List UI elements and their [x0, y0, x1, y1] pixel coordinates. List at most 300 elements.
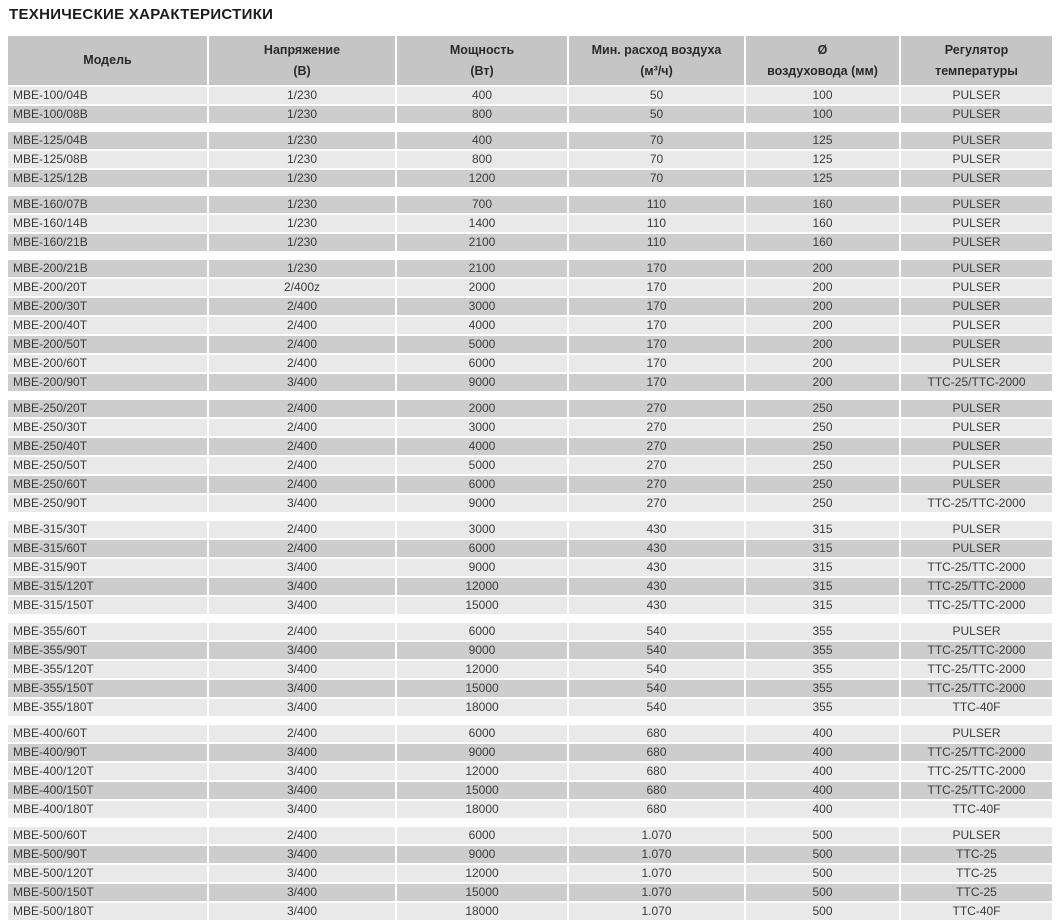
cell-regulator: TTC-25/TTC-2000 — [901, 597, 1052, 614]
table-row — [8, 782, 1052, 799]
cell-airflow: 1.070 — [569, 827, 744, 844]
table-row — [8, 680, 1052, 697]
cell-airflow: 110 — [569, 234, 744, 251]
cell-diameter: 200 — [746, 279, 899, 296]
cell-regulator: TTC-25/TTC-2000 — [901, 782, 1052, 799]
cell-diameter: 200 — [746, 374, 899, 391]
cell-airflow: 110 — [569, 196, 744, 213]
cell-regulator: TTC-25/TTC-2000 — [901, 495, 1052, 512]
table-body — [8, 87, 1052, 920]
cell-model: MBE-355/150T — [8, 680, 207, 697]
col-header-model — [8, 36, 207, 85]
cell-regulator: PULSER — [901, 400, 1052, 417]
cell-regulator: TTC-25/TTC-2000 — [901, 559, 1052, 576]
row-group — [8, 196, 1052, 251]
cell-diameter: 250 — [746, 400, 899, 417]
table-row — [8, 801, 1052, 818]
table-row — [8, 744, 1052, 761]
cell-airflow: 70 — [569, 151, 744, 168]
table-row — [8, 260, 1052, 277]
cell-voltage: 3/400 — [209, 661, 395, 678]
cell-voltage: 1/230 — [209, 106, 395, 123]
cell-voltage: 3/400 — [209, 597, 395, 614]
cell-diameter: 250 — [746, 495, 899, 512]
cell-power: 9000 — [397, 495, 567, 512]
cell-regulator: PULSER — [901, 355, 1052, 372]
cell-diameter: 125 — [746, 151, 899, 168]
page-title: ТЕХНИЧЕСКИЕ ХАРАКТЕРИСТИКИ — [9, 6, 274, 23]
cell-power: 800 — [397, 151, 567, 168]
table-row — [8, 476, 1052, 493]
cell-model: MBE-400/180T — [8, 801, 207, 818]
cell-model: MBE-355/180T — [8, 699, 207, 716]
cell-diameter: 200 — [746, 260, 899, 277]
cell-airflow: 540 — [569, 699, 744, 716]
cell-model: MBE-250/20T — [8, 400, 207, 417]
cell-airflow: 430 — [569, 559, 744, 576]
table-row — [8, 540, 1052, 557]
cell-voltage: 3/400 — [209, 846, 395, 863]
cell-voltage: 3/400 — [209, 559, 395, 576]
cell-regulator: PULSER — [901, 151, 1052, 168]
cell-airflow: 270 — [569, 476, 744, 493]
cell-airflow: 170 — [569, 336, 744, 353]
cell-voltage: 1/230 — [209, 196, 395, 213]
table-row — [8, 400, 1052, 417]
cell-regulator: TTC-25 — [901, 865, 1052, 882]
cell-power: 6000 — [397, 355, 567, 372]
cell-diameter: 400 — [746, 801, 899, 818]
cell-regulator: TTC-25/TTC-2000 — [901, 642, 1052, 659]
cell-voltage: 3/400 — [209, 374, 395, 391]
cell-airflow: 1.070 — [569, 884, 744, 901]
table-row — [8, 725, 1052, 742]
cell-power: 18000 — [397, 903, 567, 920]
row-group — [8, 87, 1052, 123]
row-group — [8, 260, 1052, 391]
cell-voltage: 3/400 — [209, 680, 395, 697]
cell-airflow: 430 — [569, 540, 744, 557]
cell-power: 3000 — [397, 521, 567, 538]
cell-regulator: PULSER — [901, 234, 1052, 251]
cell-voltage: 3/400 — [209, 642, 395, 659]
cell-airflow: 540 — [569, 642, 744, 659]
table-row — [8, 419, 1052, 436]
cell-power: 5000 — [397, 457, 567, 474]
cell-airflow: 270 — [569, 438, 744, 455]
col-header-voltage-line2: (В) — [293, 63, 311, 78]
table-row — [8, 763, 1052, 780]
cell-power: 6000 — [397, 476, 567, 493]
cell-power: 3000 — [397, 298, 567, 315]
cell-diameter: 315 — [746, 540, 899, 557]
cell-power: 6000 — [397, 623, 567, 640]
cell-power: 9000 — [397, 559, 567, 576]
col-header-power-line1: Мощность — [449, 42, 515, 57]
cell-airflow: 170 — [569, 317, 744, 334]
cell-airflow: 170 — [569, 260, 744, 277]
cell-power: 9000 — [397, 374, 567, 391]
cell-voltage: 3/400 — [209, 782, 395, 799]
cell-regulator: PULSER — [901, 623, 1052, 640]
cell-regulator: PULSER — [901, 298, 1052, 315]
cell-diameter: 355 — [746, 623, 899, 640]
cell-regulator: TTC-25 — [901, 884, 1052, 901]
cell-regulator: TTC-25/TTC-2000 — [901, 680, 1052, 697]
cell-model: MBE-500/120T — [8, 865, 207, 882]
table-row — [8, 642, 1052, 659]
cell-airflow: 430 — [569, 521, 744, 538]
cell-airflow: 540 — [569, 623, 744, 640]
table-row — [8, 279, 1052, 296]
cell-diameter: 400 — [746, 763, 899, 780]
table-row — [8, 106, 1052, 123]
cell-power: 9000 — [397, 642, 567, 659]
cell-model: MBE-500/180T — [8, 903, 207, 920]
table-row — [8, 495, 1052, 512]
cell-power: 12000 — [397, 578, 567, 595]
row-group — [8, 521, 1052, 614]
cell-power: 15000 — [397, 884, 567, 901]
table-row — [8, 355, 1052, 372]
cell-airflow: 50 — [569, 87, 744, 104]
cell-voltage: 2/400 — [209, 540, 395, 557]
cell-power: 9000 — [397, 846, 567, 863]
cell-diameter: 250 — [746, 438, 899, 455]
cell-diameter: 355 — [746, 642, 899, 659]
cell-power: 400 — [397, 87, 567, 104]
cell-regulator: PULSER — [901, 521, 1052, 538]
cell-voltage: 1/230 — [209, 132, 395, 149]
col-header-diameter — [746, 36, 899, 85]
cell-diameter: 500 — [746, 827, 899, 844]
cell-model: MBE-125/04B — [8, 132, 207, 149]
cell-regulator: TTC-40F — [901, 801, 1052, 818]
cell-diameter: 250 — [746, 476, 899, 493]
cell-model: MBE-100/04B — [8, 87, 207, 104]
cell-airflow: 170 — [569, 374, 744, 391]
cell-model: MBE-250/30T — [8, 419, 207, 436]
cell-power: 5000 — [397, 336, 567, 353]
cell-voltage: 2/400 — [209, 725, 395, 742]
cell-model: MBE-200/90T — [8, 374, 207, 391]
table-row — [8, 374, 1052, 391]
table-row — [8, 170, 1052, 187]
cell-regulator: PULSER — [901, 106, 1052, 123]
cell-airflow: 170 — [569, 298, 744, 315]
col-header-diameter-line2: воздуховода (мм) — [767, 63, 878, 78]
cell-model: MBE-125/08B — [8, 151, 207, 168]
table-row — [8, 438, 1052, 455]
col-header-airflow-line1: Мин. расход воздуха — [591, 42, 722, 57]
col-header-voltage-line1: Напряжение — [263, 42, 341, 57]
cell-airflow: 1.070 — [569, 846, 744, 863]
cell-diameter: 500 — [746, 865, 899, 882]
cell-model: MBE-160/21B — [8, 234, 207, 251]
cell-diameter: 400 — [746, 782, 899, 799]
cell-regulator: PULSER — [901, 336, 1052, 353]
cell-power: 2000 — [397, 400, 567, 417]
cell-power: 12000 — [397, 865, 567, 882]
table-row — [8, 865, 1052, 882]
cell-power: 4000 — [397, 317, 567, 334]
table-row — [8, 578, 1052, 595]
cell-voltage: 3/400 — [209, 744, 395, 761]
cell-model: MBE-125/12B — [8, 170, 207, 187]
cell-voltage: 2/400 — [209, 419, 395, 436]
table-header-row — [8, 36, 1052, 85]
cell-voltage: 2/400 — [209, 521, 395, 538]
cell-diameter: 500 — [746, 846, 899, 863]
cell-model: MBE-355/60T — [8, 623, 207, 640]
cell-regulator: PULSER — [901, 196, 1052, 213]
cell-power: 1200 — [397, 170, 567, 187]
cell-model: MBE-250/60T — [8, 476, 207, 493]
row-group — [8, 827, 1052, 920]
cell-diameter: 160 — [746, 196, 899, 213]
cell-model: MBE-315/90T — [8, 559, 207, 576]
col-header-model-line1: Модель — [83, 53, 132, 67]
cell-regulator: PULSER — [901, 419, 1052, 436]
table-row — [8, 661, 1052, 678]
cell-model: MBE-500/90T — [8, 846, 207, 863]
cell-voltage: 2/400 — [209, 317, 395, 334]
row-group — [8, 623, 1052, 716]
cell-diameter: 100 — [746, 106, 899, 123]
cell-voltage: 2/400 — [209, 438, 395, 455]
cell-model: MBE-400/60T — [8, 725, 207, 742]
table-row — [8, 846, 1052, 863]
col-header-power-line2: (Вт) — [470, 63, 494, 78]
cell-model: MBE-500/150T — [8, 884, 207, 901]
cell-diameter: 160 — [746, 215, 899, 232]
cell-power: 15000 — [397, 782, 567, 799]
cell-voltage: 3/400 — [209, 865, 395, 882]
cell-regulator: TTC-25 — [901, 846, 1052, 863]
cell-regulator: PULSER — [901, 827, 1052, 844]
cell-airflow: 170 — [569, 279, 744, 296]
cell-regulator: TTC-40F — [901, 903, 1052, 920]
cell-power: 3000 — [397, 419, 567, 436]
cell-airflow: 680 — [569, 782, 744, 799]
cell-model: MBE-315/120T — [8, 578, 207, 595]
cell-diameter: 315 — [746, 578, 899, 595]
cell-voltage: 3/400 — [209, 495, 395, 512]
cell-regulator: PULSER — [901, 540, 1052, 557]
table-row — [8, 623, 1052, 640]
table-row — [8, 132, 1052, 149]
cell-model: MBE-100/08B — [8, 106, 207, 123]
cell-diameter: 125 — [746, 170, 899, 187]
cell-model: MBE-160/14B — [8, 215, 207, 232]
cell-diameter: 400 — [746, 725, 899, 742]
cell-voltage: 3/400 — [209, 699, 395, 716]
cell-model: MBE-500/60T — [8, 827, 207, 844]
cell-regulator: TTC-25/TTC-2000 — [901, 661, 1052, 678]
table-row — [8, 559, 1052, 576]
cell-regulator: PULSER — [901, 132, 1052, 149]
cell-power: 6000 — [397, 827, 567, 844]
cell-voltage: 3/400 — [209, 884, 395, 901]
table-row — [8, 336, 1052, 353]
cell-regulator: PULSER — [901, 476, 1052, 493]
cell-airflow: 680 — [569, 725, 744, 742]
col-header-voltage — [209, 36, 395, 85]
cell-diameter: 355 — [746, 661, 899, 678]
cell-voltage: 3/400 — [209, 903, 395, 920]
cell-voltage: 1/230 — [209, 170, 395, 187]
cell-diameter: 500 — [746, 903, 899, 920]
cell-voltage: 3/400 — [209, 578, 395, 595]
cell-diameter: 125 — [746, 132, 899, 149]
table-row — [8, 457, 1052, 474]
cell-power: 18000 — [397, 699, 567, 716]
cell-model: MBE-250/40T — [8, 438, 207, 455]
col-header-airflow — [569, 36, 744, 85]
specs-table — [8, 36, 1052, 920]
row-group — [8, 400, 1052, 512]
table-row — [8, 884, 1052, 901]
cell-voltage: 1/230 — [209, 260, 395, 277]
cell-airflow: 170 — [569, 355, 744, 372]
cell-power: 4000 — [397, 438, 567, 455]
cell-voltage: 1/230 — [209, 87, 395, 104]
cell-power: 18000 — [397, 801, 567, 818]
cell-airflow: 1.070 — [569, 903, 744, 920]
col-header-regulator-line1: Регулятор — [944, 42, 1009, 57]
cell-voltage: 2/400 — [209, 457, 395, 474]
cell-regulator: TTC-40F — [901, 699, 1052, 716]
cell-airflow: 680 — [569, 763, 744, 780]
cell-diameter: 355 — [746, 680, 899, 697]
cell-diameter: 315 — [746, 521, 899, 538]
cell-airflow: 680 — [569, 744, 744, 761]
cell-diameter: 355 — [746, 699, 899, 716]
cell-regulator: TTC-25/TTC-2000 — [901, 578, 1052, 595]
cell-model: MBE-200/40T — [8, 317, 207, 334]
cell-model: MBE-315/60T — [8, 540, 207, 557]
cell-model: MBE-250/90T — [8, 495, 207, 512]
cell-voltage: 2/400 — [209, 298, 395, 315]
table-row — [8, 699, 1052, 716]
cell-power: 700 — [397, 196, 567, 213]
cell-regulator: PULSER — [901, 457, 1052, 474]
cell-regulator: PULSER — [901, 438, 1052, 455]
cell-regulator: TTC-25/TTC-2000 — [901, 374, 1052, 391]
cell-diameter: 500 — [746, 884, 899, 901]
cell-power: 9000 — [397, 744, 567, 761]
col-header-regulator-line2: температуры — [935, 63, 1018, 78]
cell-power: 2100 — [397, 260, 567, 277]
cell-airflow: 540 — [569, 661, 744, 678]
cell-regulator: PULSER — [901, 170, 1052, 187]
cell-airflow: 680 — [569, 801, 744, 818]
cell-power: 6000 — [397, 725, 567, 742]
cell-diameter: 250 — [746, 457, 899, 474]
cell-power: 15000 — [397, 680, 567, 697]
cell-airflow: 70 — [569, 132, 744, 149]
cell-diameter: 100 — [746, 87, 899, 104]
cell-regulator: TTC-25/TTC-2000 — [901, 763, 1052, 780]
table-row — [8, 87, 1052, 104]
cell-voltage: 1/230 — [209, 215, 395, 232]
cell-diameter: 200 — [746, 355, 899, 372]
cell-regulator: PULSER — [901, 260, 1052, 277]
table-row — [8, 298, 1052, 315]
cell-voltage: 3/400 — [209, 763, 395, 780]
cell-regulator: TTC-25/TTC-2000 — [901, 744, 1052, 761]
table-row — [8, 317, 1052, 334]
cell-power: 2100 — [397, 234, 567, 251]
cell-voltage: 1/230 — [209, 151, 395, 168]
cell-airflow: 270 — [569, 457, 744, 474]
table-row — [8, 903, 1052, 920]
table-row — [8, 234, 1052, 251]
cell-airflow: 270 — [569, 400, 744, 417]
cell-airflow: 430 — [569, 578, 744, 595]
cell-diameter: 315 — [746, 559, 899, 576]
cell-model: MBE-400/90T — [8, 744, 207, 761]
cell-voltage: 2/400z — [209, 279, 395, 296]
cell-power: 2000 — [397, 279, 567, 296]
cell-model: MBE-400/120T — [8, 763, 207, 780]
cell-regulator: PULSER — [901, 87, 1052, 104]
cell-voltage: 2/400 — [209, 827, 395, 844]
cell-diameter: 315 — [746, 597, 899, 614]
cell-power: 6000 — [397, 540, 567, 557]
cell-voltage: 2/400 — [209, 476, 395, 493]
cell-model: MBE-315/150T — [8, 597, 207, 614]
diameter-symbol: Ø — [817, 42, 828, 57]
cell-voltage: 2/400 — [209, 336, 395, 353]
cell-airflow: 270 — [569, 495, 744, 512]
cell-voltage: 2/400 — [209, 400, 395, 417]
cell-airflow: 540 — [569, 680, 744, 697]
table-row — [8, 151, 1052, 168]
cell-voltage: 3/400 — [209, 801, 395, 818]
cell-model: MBE-200/60T — [8, 355, 207, 372]
cell-airflow: 70 — [569, 170, 744, 187]
cell-airflow: 430 — [569, 597, 744, 614]
cell-diameter: 200 — [746, 298, 899, 315]
col-header-regulator — [901, 36, 1052, 85]
cell-regulator: PULSER — [901, 725, 1052, 742]
cell-model: MBE-355/120T — [8, 661, 207, 678]
col-header-power — [397, 36, 567, 85]
cell-airflow: 50 — [569, 106, 744, 123]
cell-model: MBE-315/30T — [8, 521, 207, 538]
col-header-airflow-line2: (м³/ч) — [640, 63, 673, 78]
cell-model: MBE-355/90T — [8, 642, 207, 659]
cell-diameter: 200 — [746, 336, 899, 353]
cell-model: MBE-400/150T — [8, 782, 207, 799]
cell-airflow: 110 — [569, 215, 744, 232]
cell-model: MBE-250/50T — [8, 457, 207, 474]
table-row — [8, 196, 1052, 213]
cell-power: 12000 — [397, 661, 567, 678]
cell-airflow: 1.070 — [569, 865, 744, 882]
cell-voltage: 2/400 — [209, 623, 395, 640]
table-row — [8, 521, 1052, 538]
cell-power: 1400 — [397, 215, 567, 232]
row-group — [8, 725, 1052, 818]
cell-power: 15000 — [397, 597, 567, 614]
cell-model: MBE-200/30T — [8, 298, 207, 315]
cell-diameter: 400 — [746, 744, 899, 761]
table-row — [8, 827, 1052, 844]
cell-regulator: PULSER — [901, 317, 1052, 334]
cell-diameter: 160 — [746, 234, 899, 251]
